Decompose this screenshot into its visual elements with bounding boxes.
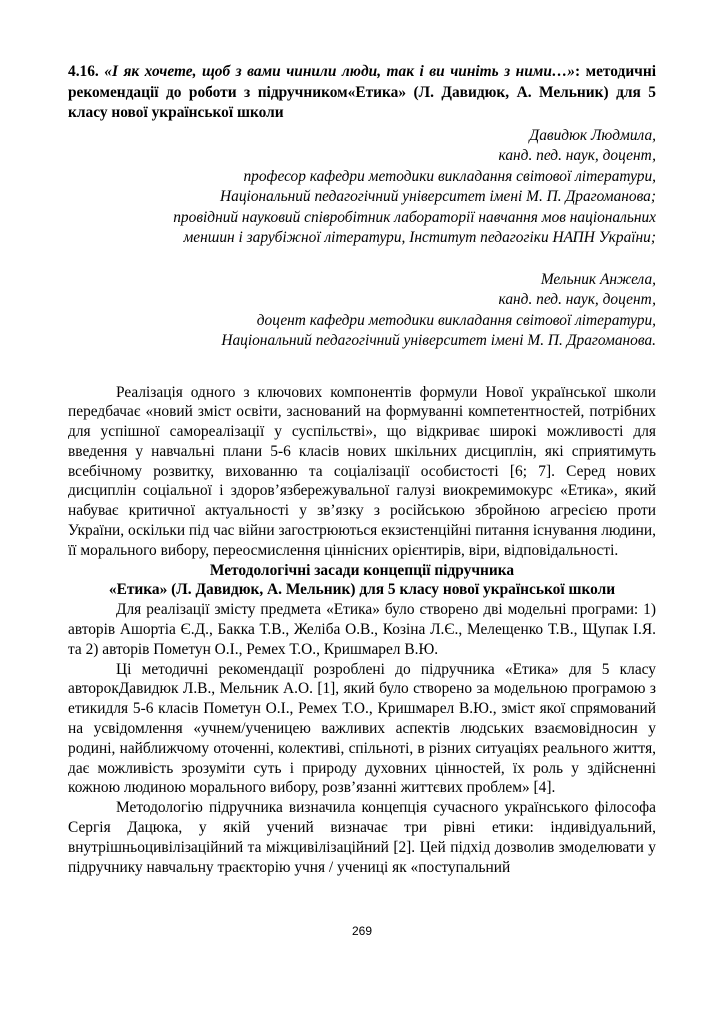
article-quote: «І як хочете, щоб з вами чинили люди, так і ви чиніть з ними…» <box>104 63 575 80</box>
author-affiliation-line: меншин і зарубіжної літератури, Інститут педагогіки НАПН України; <box>183 229 656 246</box>
section-heading-line-2: «Етика» (Л. Давидюк, А. Мельник) для 5 класу нової української школи <box>108 581 616 599</box>
author-block-1 <box>68 126 656 249</box>
author-affiliation-line: Національний педагогічний університет імені М. П. Драгоманова. <box>221 332 656 349</box>
paragraph-methodology: Методологію підручника визначила концепція сучасного українського філософа Сергія Дацюка, у якій учений визначає три рівні етики: індивідуальний, внутрішньоцивілізаційний та міжцивілізаційний [2]. Цей підхід дозволив змоделювати у підручнику навчальну траєкторію учня / учениці як «поступальний <box>68 799 656 876</box>
author-name: Мельник Анжела, <box>540 270 656 288</box>
article-title <box>68 62 656 124</box>
page-number: 269 <box>351 924 373 938</box>
article-subtitle: : методичні рекомендації до роботи з підручником«Етика» (Л. Давидюк, А. Мельник) для 5 класу нової української школи <box>68 63 657 121</box>
paragraph-recommendations: Ці методичні рекомендації розроблені до підручника «Етика» для 5 класу авторокДавидюк Л.В., Мельник А.О. [1], який було створено за модельною програмою з етикидля 5-6 класів Пометун О.І., Ремех Т.О., Кришмарел В.Ю., зміст якої спрямований на усвідомлення «учнем/ученицею важливих аспектів людських взаємовідносин у родині, найближчому оточенні, колективі, спільноті, в різних ситуаціях реального життя, дає можливість зрозуміти суть і природу духовних цінностей, їх роль у здійсненні кожною людиною морального вибору, розв’язанні життєвих проблем» [4]. <box>68 660 656 797</box>
article-number: 4.16. <box>68 63 99 80</box>
author-affiliation-line: канд. пед. наук, доцент, <box>498 147 656 164</box>
author-affiliation-line: доцент кафедри методики викладання світової літератури, <box>256 311 656 329</box>
author-affiliation-line: професор кафедри методики викладання світової літератури, <box>243 167 656 185</box>
author-name: Давидюк Людмила, <box>529 126 656 144</box>
paragraph-intro: Реалізація одного з ключових компонентів формули Нової української школи передбачає «новий зміст освіти, заснований на формуванні компетентностей, потрібних для успішної самореалізації у суспільстві», що відкриває широкі можливості для введення у навчальні плани 5-6 класів нових шкільних дисциплін, які сприятимуть всебічному розвитку, вихованню та соціалізації особистості [6; 7]. Серед нових дисциплін соціальної і здоров’язбережувальної галузі виокремимокурс «Етика», який набуває критичної актуальності у зв’язку з російською збройною агресією проти України, оскільки під час війни загострюються екзистенційні питання існування людини, її морального вибору, переосмислення ціннісних орієнтирів, віри, відповідальності. <box>68 383 656 559</box>
section-heading-line-1: Методологічні засади концепції підручника <box>209 561 515 579</box>
author-affiliation-line: провідний науковий співробітник лабораторії навчання мов національних <box>173 208 656 226</box>
author-affiliation-line: канд. пед. наук, доцент, <box>498 291 656 308</box>
paragraph-programs: Для реалізації змісту предмета «Етика» було створено дві модельні програми: 1) авторів Ашортіа Є.Д., Бакка Т.В., Желіба О.В., Козіна Л.Є., Мелещенко Т.В., Щупак І.Я. та 2) авторів Пометун О.І., Ремех Т.О., Кришмарел В.Ю. <box>68 601 656 658</box>
page-content <box>68 62 656 877</box>
author-affiliation-line: Національний педагогічний університет імені М. П. Драгоманова; <box>220 188 656 205</box>
author-block-2 <box>68 270 656 352</box>
